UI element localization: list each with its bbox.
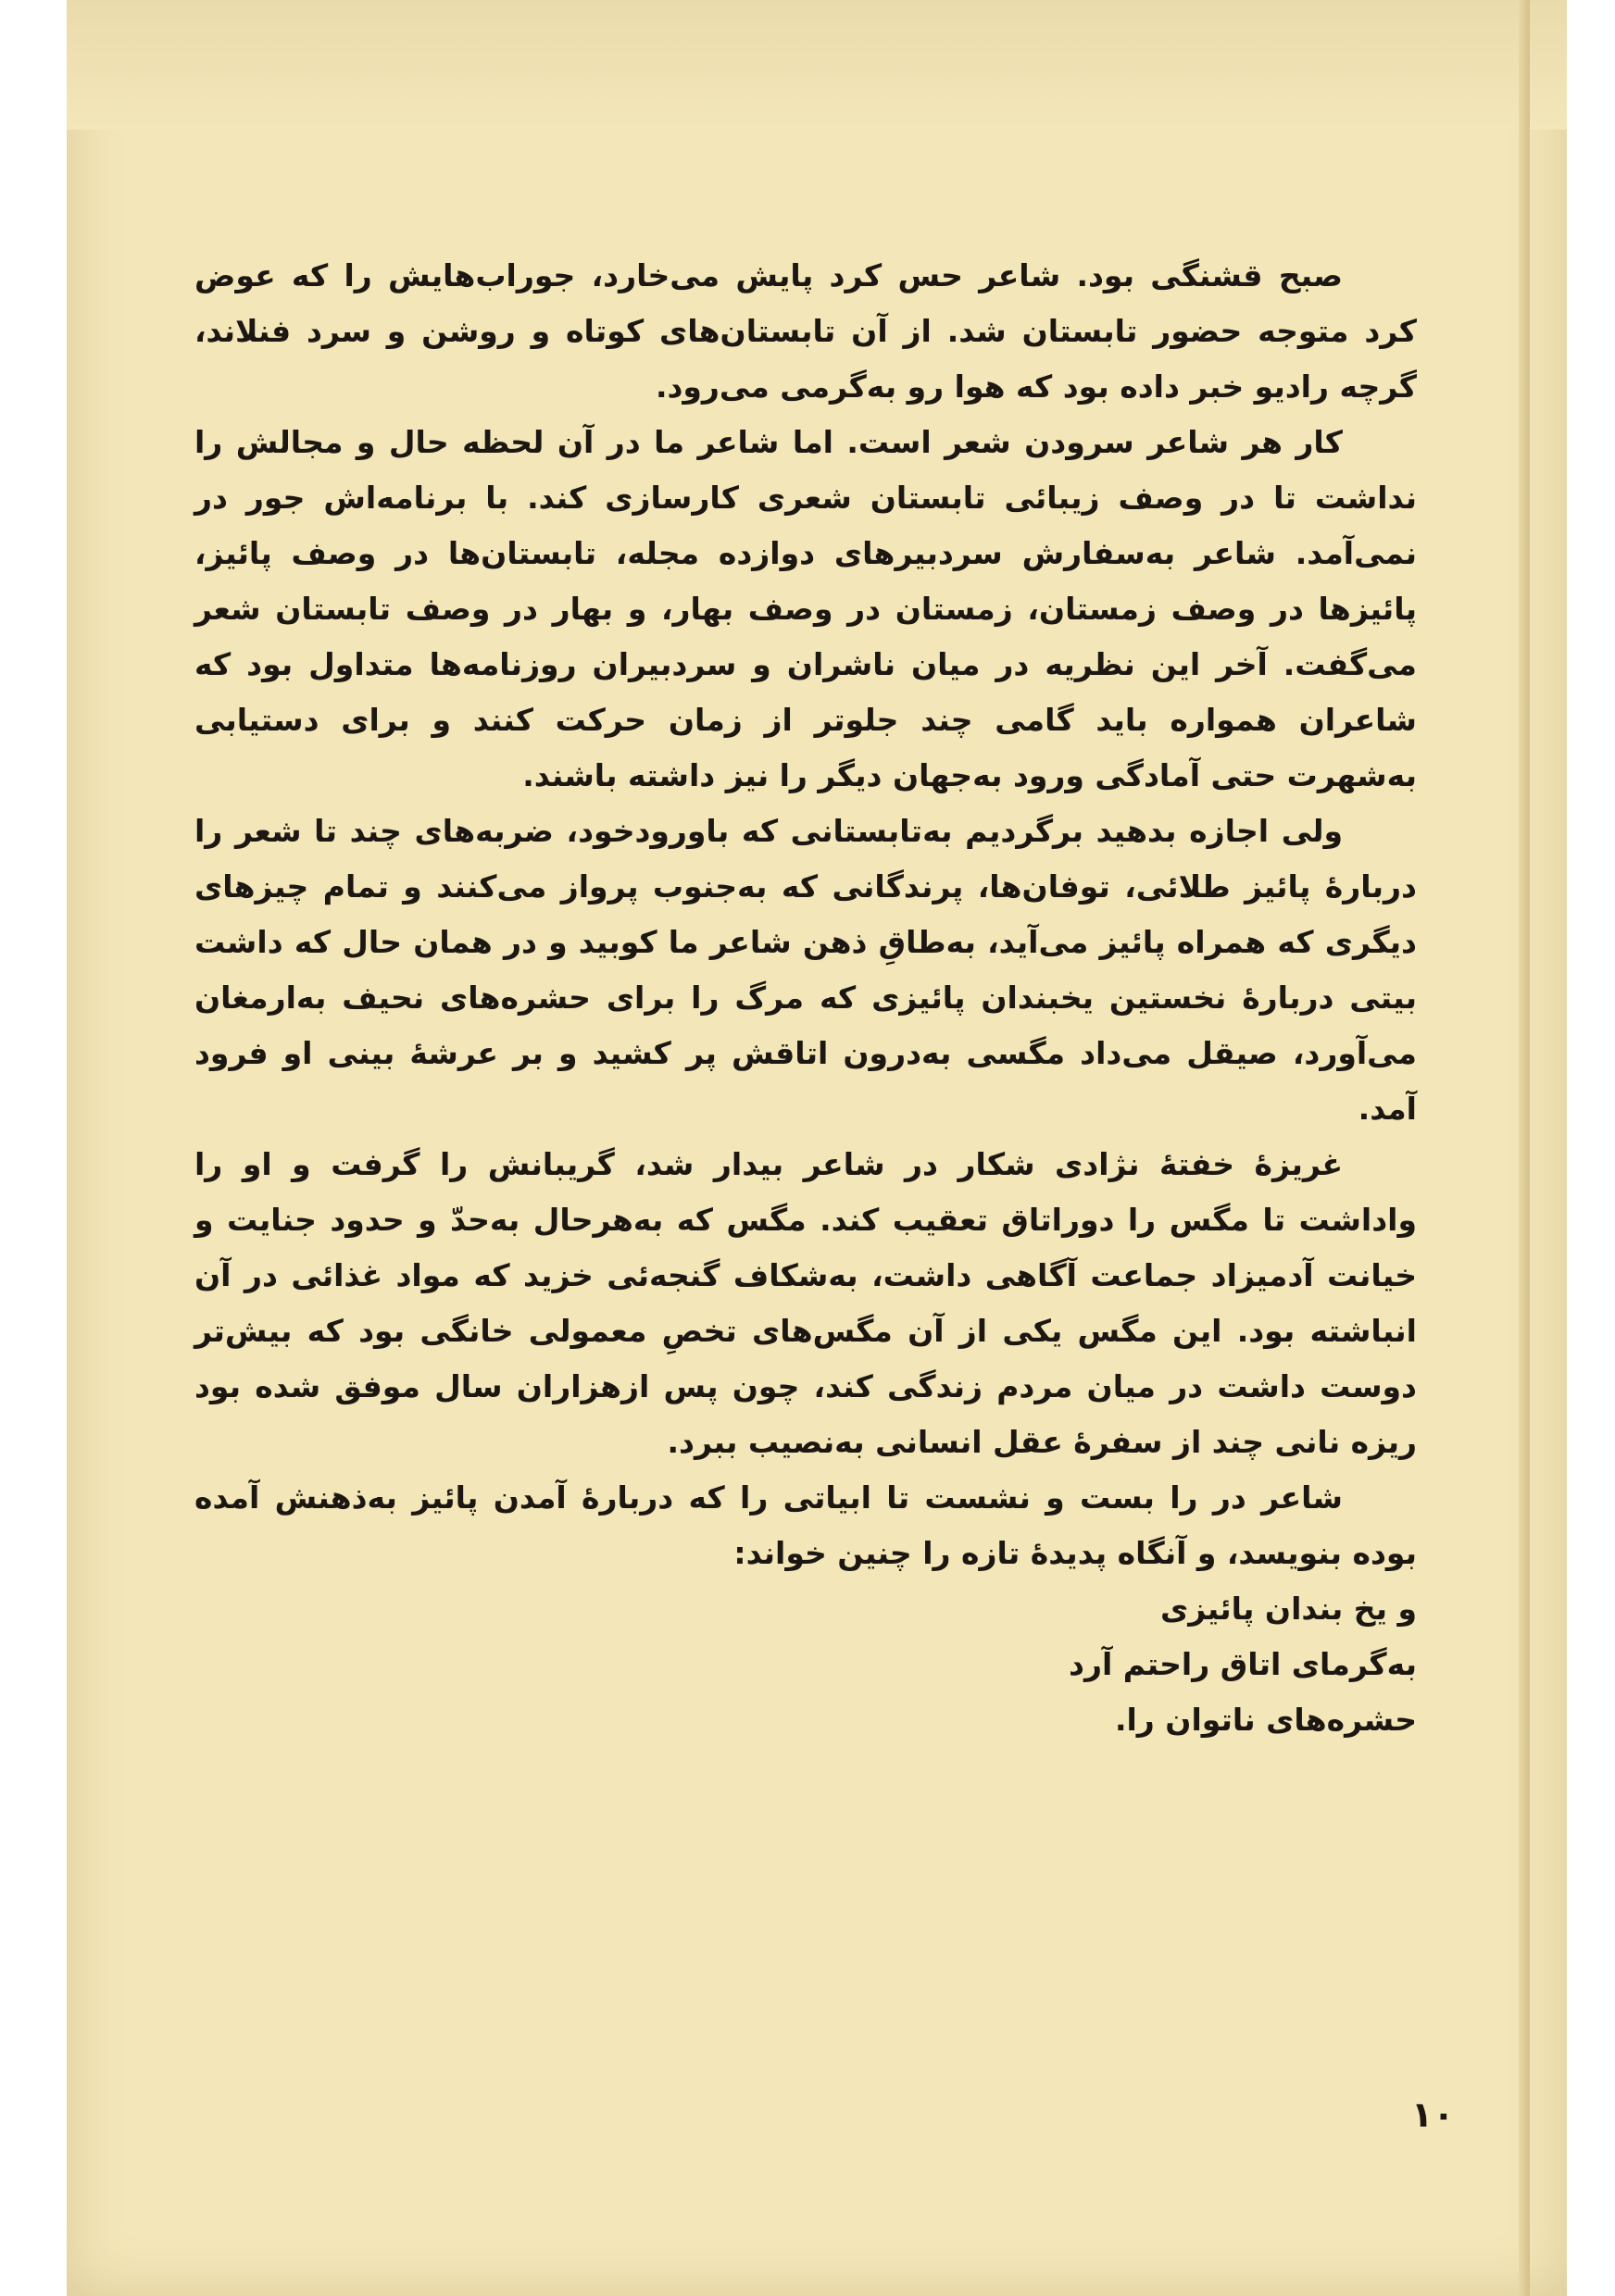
- page-edge: [1519, 0, 1530, 2296]
- paragraph-2: کار هر شاعر سرودن شعر است. اما شاعر ما در آن لحظه حال و مجالش را نداشت تا در وصف زیبائی تابستان شعری کارسازی کند. با برنامه‌اش جور در نمی‌آمد. شاعر به‌سفارش سردبیرهای دوازده مجله، تابستان‌ها در وصف پائیز، پائیزها در وصف زمستان، زمستان در وصف بهار، و بهار در وصف تابستان شعر می‌گفت. آخر این نظریه در میان ناشران و سردبیران روزنامه‌ها متداول بود که شاعران همواره باید گامی چند جلوتر از زمان حرکت کنند و برای دستیابی به‌شهرت حتی آمادگی ورود به‌جهان دیگر را نیز داشته باشند.: [194, 424, 1417, 793]
- poem-stanza: [194, 1581, 1417, 1748]
- paragraph-1: صبح قشنگی بود. شاعر حس کرد پایش می‌خارد، جوراب‌هایش را که عوض کرد متوجه حضور تابستان شد. از آن تابستان‌های کوتاه و روشن و سرد فنلاند، گرچه رادیو خبر داده بود که هوا رو به‌گرمی می‌رود.: [194, 257, 1417, 405]
- page-body: [194, 248, 1417, 1748]
- poem-line-1: و یخ بندان پائیزی: [1160, 1591, 1417, 1627]
- poem-line-3: حشره‌های ناتوان را.: [1114, 1702, 1417, 1738]
- page-number: ۱۰: [1411, 2094, 1455, 2135]
- paragraph-3: ولی اجازه بدهید برگردیم به‌تابستانی که باورودخود، ضربه‌های چند تا شعر را دربارهٔ پائیز طلائی، توفان‌ها، پرندگانی که به‌جنوب پرواز می‌کنند و تمام چیزهای دیگری که همراه پائیز می‌آید، به‌طاقِ ذهن شاعر ما کوبید و در همان حال که داشت بیتی دربارهٔ نخستین یخبندان پائیزی که مرگ را برای حشره‌های نحیف به‌ارمغان می‌آورد، صیقل می‌داد مگسی به‌درون اتاقش پر کشید و بر عرشهٔ بینی او فرود آمد.: [194, 813, 1417, 1127]
- poem-line-2: به‌گرمای اتاق راحتم آرد: [1069, 1646, 1417, 1682]
- paragraph-4: غریزهٔ خفتهٔ نژادی شکار در شاعر بیدار شد، گریبانش را گرفت و او را واداشت تا مگس را دوراتاق تعقیب کند. مگس که به‌هرحال به‌حدّ و حدود جنایت و خیانت آدمیزاد جماعت آگاهی داشت، به‌شکاف گنجه‌ئی خزید که مواد غذائی در آن انباشته بود. این مگس یکی از آن مگس‌های تخصِ معمولی خانگی بود که بیش‌تر دوست داشت در میان مردم زندگی کند، چون پس ازهزاران سال موفق شده بود ریزه نانی چند از سفرهٔ عقل انسانی به‌نصیب ببرد.: [194, 1146, 1417, 1460]
- paragraph-5: شاعر در را بست و نشست تا ابیاتی را که دربارهٔ آمدن پائیز به‌ذهنش آمده بوده بنویسد، و آنگاه پدیدهٔ تازه را چنین خواند:: [194, 1479, 1417, 1571]
